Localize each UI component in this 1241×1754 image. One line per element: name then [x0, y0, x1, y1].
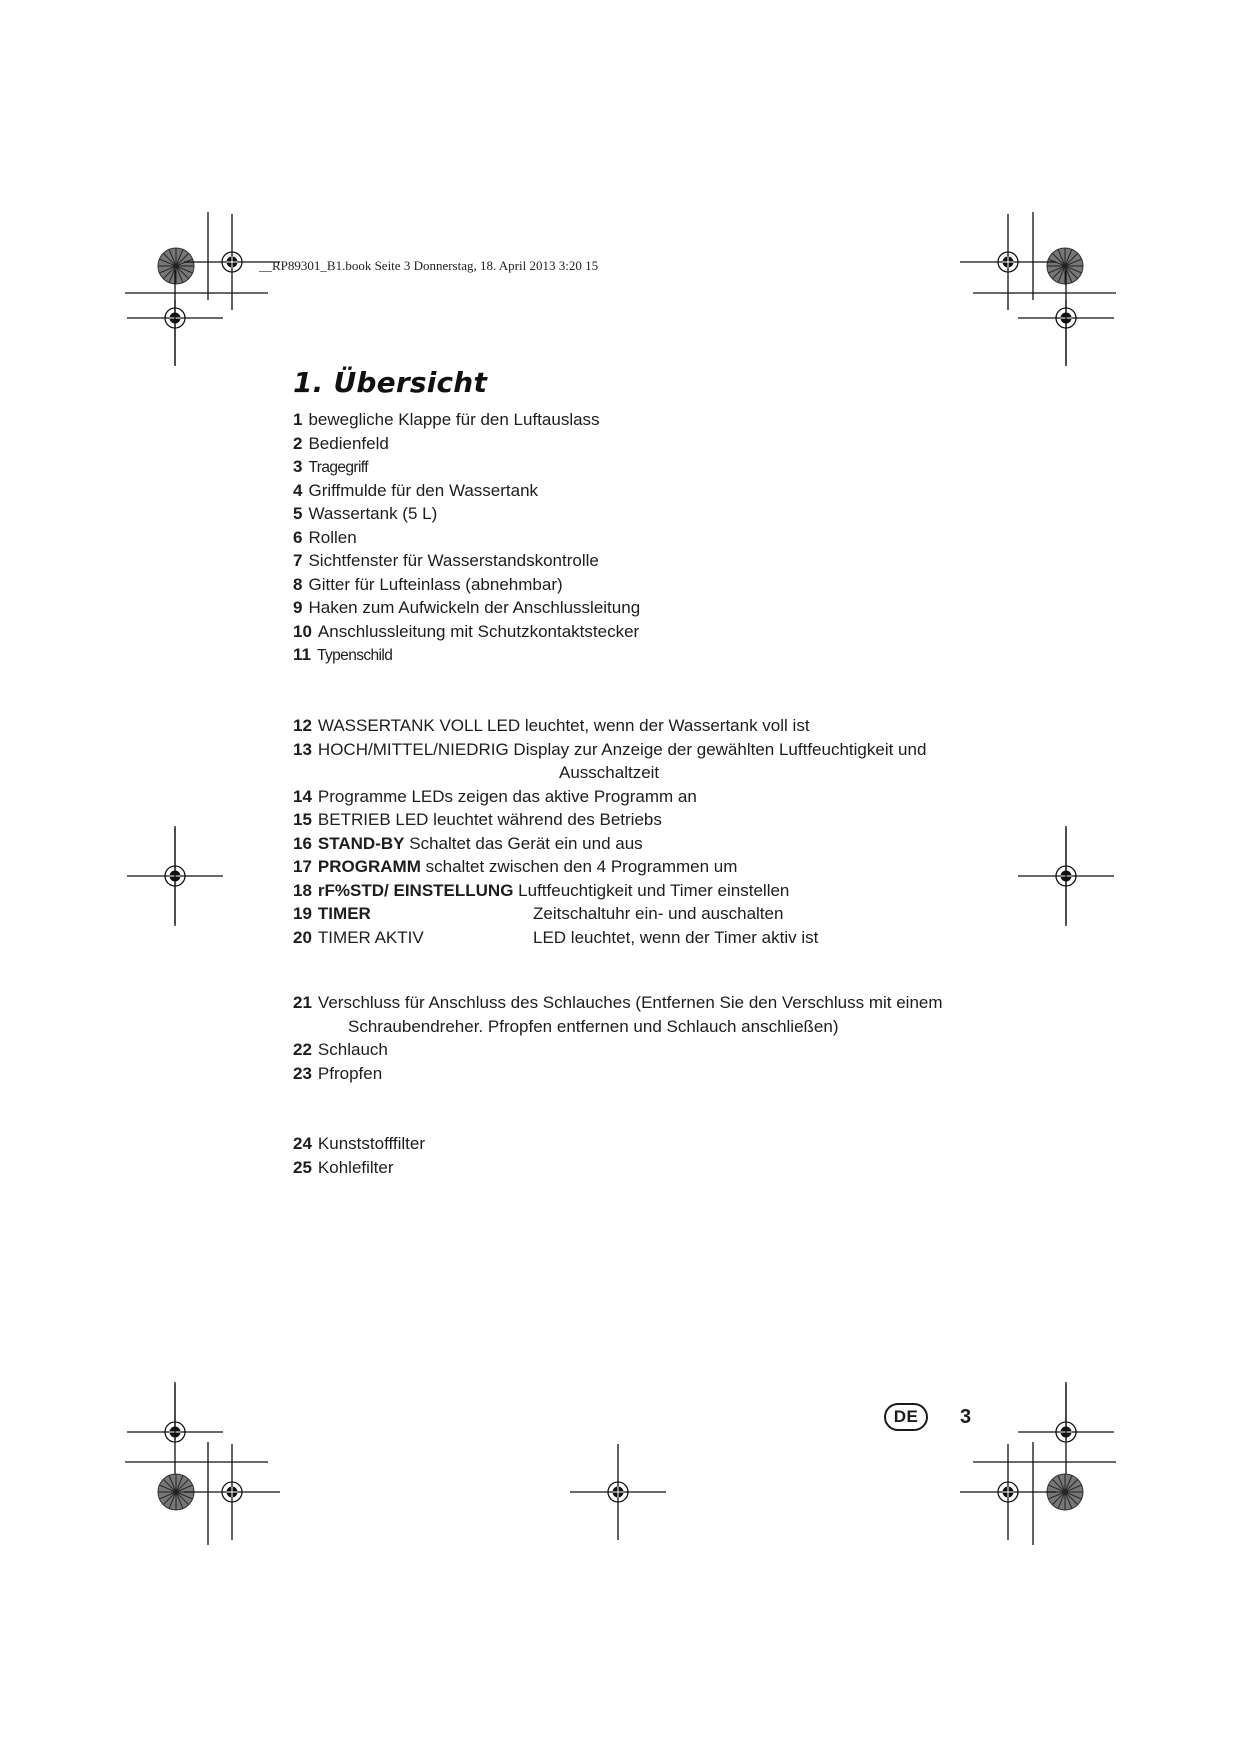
page-number: 3 [960, 1406, 972, 1428]
list-item: 2 Bedienfeld [293, 433, 389, 453]
list-item: 10 Anschlussleitung mit Schutzkontaktstecker [293, 621, 640, 641]
list-item: 23 Pfropfen [293, 1063, 383, 1083]
list-item: 16 STAND-BY Schaltet das Gerät ein und aus [293, 833, 643, 853]
list-item: 21 Verschluss für Anschluss des Schlauches (Entfernen Sie den Verschluss mit einem [293, 993, 943, 1012]
list-item-continuation: Ausschaltzeit [559, 763, 660, 782]
list-item: 1 bewegliche Klappe für den Luftauslass [293, 410, 600, 429]
list-item: 22 Schlauch [293, 1040, 388, 1059]
list-item: 6 Rollen [293, 527, 357, 547]
list-item: 9 Haken zum Aufwickeln der Anschlussleitung [293, 598, 641, 617]
list-item: 14 Programme LEDs zeigen das aktive Programm an [293, 786, 697, 806]
list-item: 25 Kohlefilter [293, 1157, 394, 1177]
list-item: 8 Gitter für Lufteinlass (abnehmbar) [293, 574, 563, 594]
list-item: 5 Wassertank (5 L) [293, 504, 438, 523]
language-badge: DE [884, 1403, 928, 1431]
list-item: 19 TIMER Zeitschaltuhr ein- und auschalten [293, 904, 784, 923]
list-item: 17 PROGRAMM schaltet zwischen den 4 Programmen um [293, 857, 738, 876]
list-item: 13 HOCH/MITTEL/NIEDRIG Display zur Anzeige der gewählten Luftfeuchtigkeit und [293, 739, 927, 759]
list-item: 24 Kunststofffilter [293, 1134, 426, 1153]
page-title: 1. Übersicht [293, 366, 488, 399]
list-item: 18 rF%STD/ EINSTELLUNG Luftfeuchtigkeit und Timer einstellen [293, 880, 790, 900]
list-item: 15 BETRIEB LED leuchtet während des Betriebs [293, 810, 662, 829]
list-item: 4 Griffmulde für den Wassertank [293, 480, 539, 500]
file-info-header: __RP89301_B1.book Seite 3 Donnerstag, 18. April 2013 3:20 15 [259, 258, 599, 273]
list-item: 12 WASSERTANK VOLL LED leuchtet, wenn der Wassertank voll ist [293, 716, 810, 735]
list-item: 20 TIMER AKTIV LED leuchtet, wenn der Timer aktiv ist [293, 927, 819, 947]
list-item: 7 Sichtfenster für Wasserstandskontrolle [293, 551, 599, 570]
list-item: 11 Typenschild [293, 645, 393, 664]
list-item: 3 Tragegriff [293, 457, 368, 476]
list-item-continuation: Schraubendreher. Pfropfen entfernen und Schlauch anschließen) [348, 1016, 839, 1036]
